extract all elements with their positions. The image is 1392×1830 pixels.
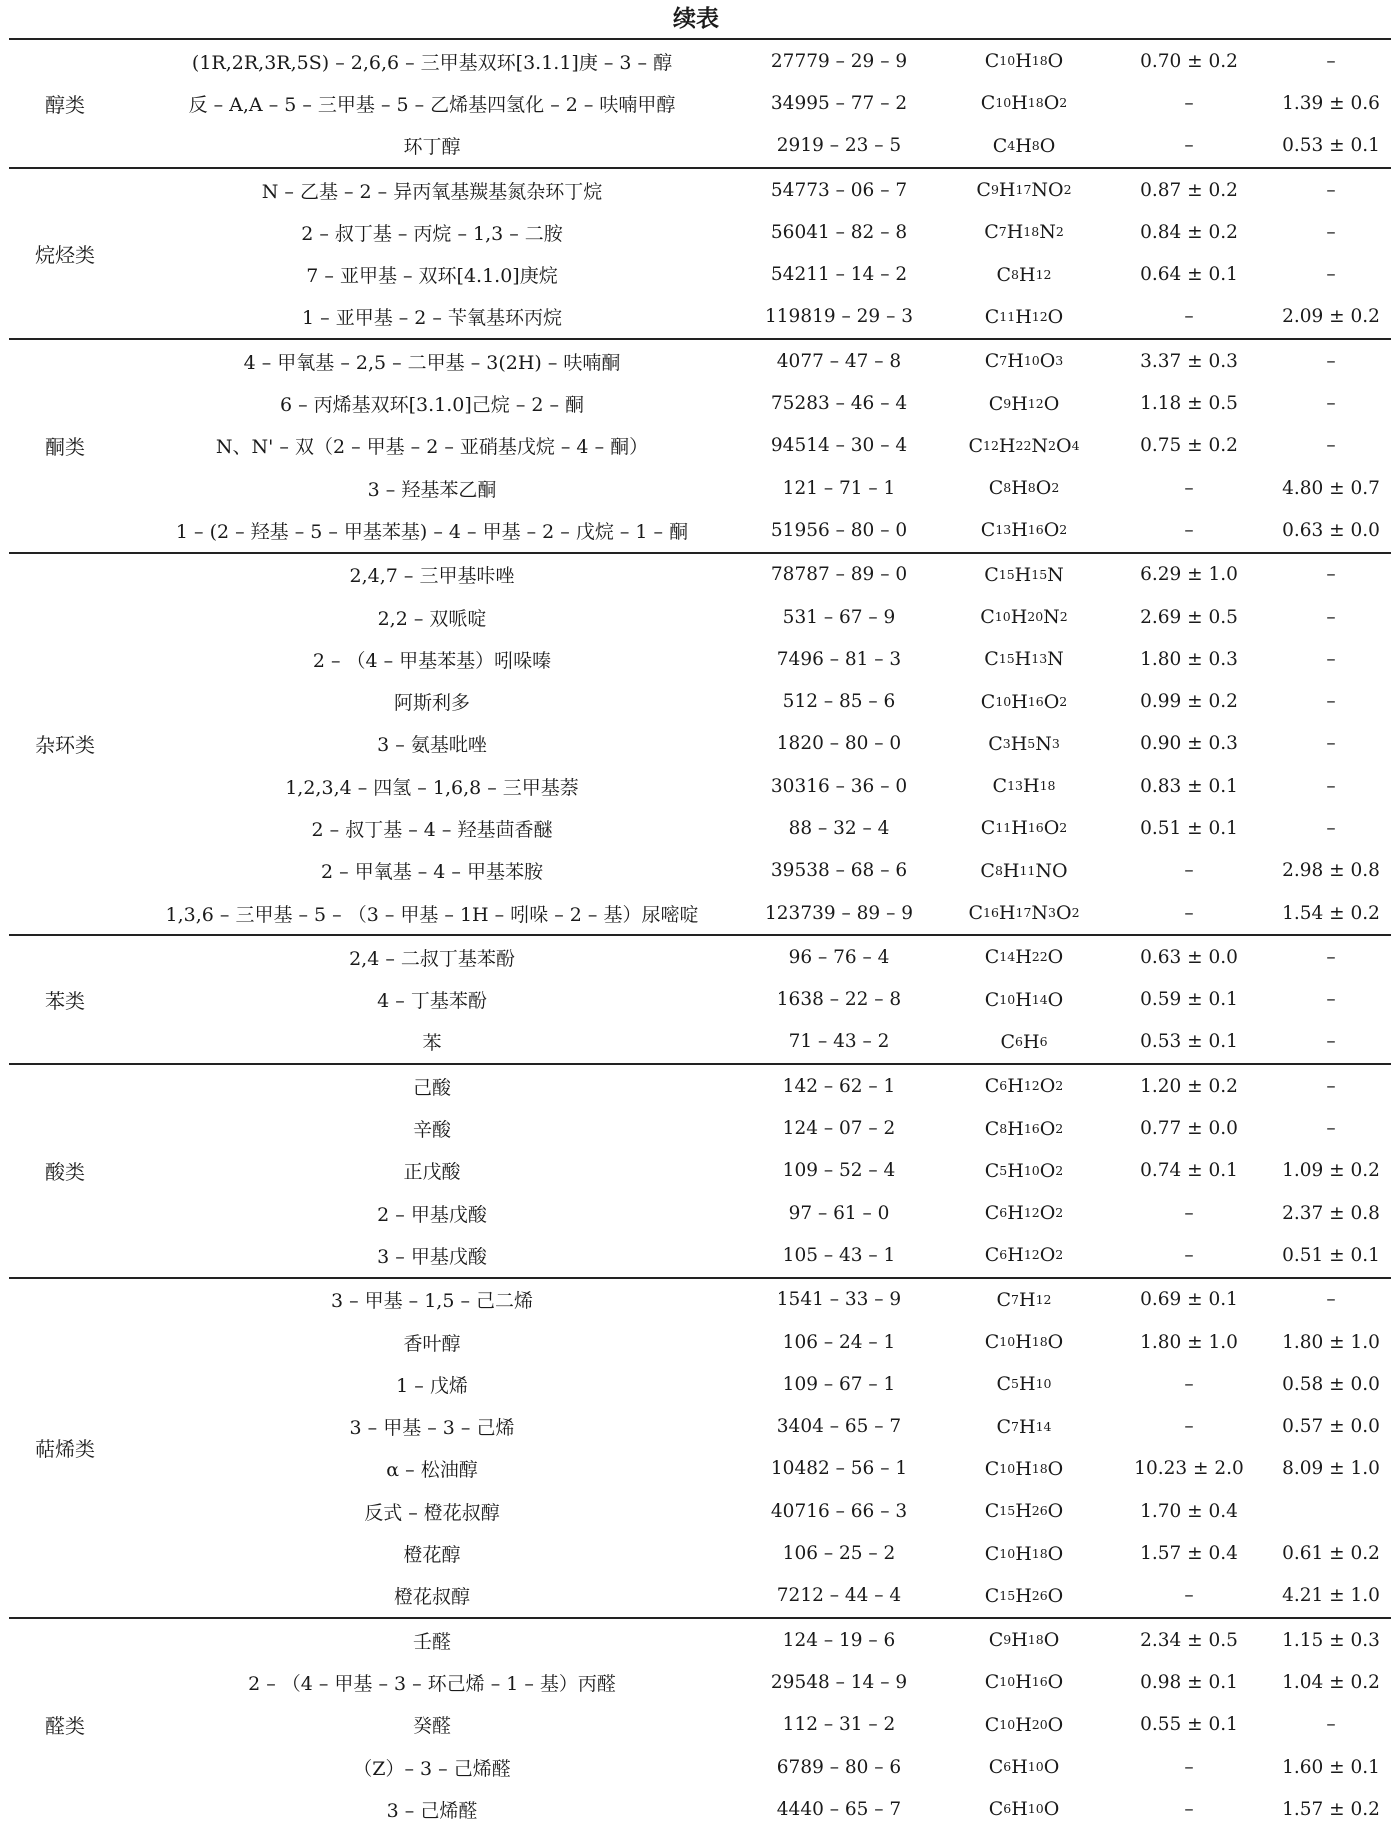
table-row (9, 82, 1391, 124)
category-label: 萜烯类 (35, 1437, 95, 1462)
compound-name: 3 – 甲基 – 1,5 – 己二烯 (330, 1290, 534, 1313)
compound-name: 正戊酸 (403, 1161, 461, 1184)
molecular-formula: C 3 H 5 N 3 (988, 732, 1060, 755)
value-2: – (1326, 264, 1336, 286)
molecular-formula: C 6 H 12 O 2 (984, 1244, 1064, 1267)
table-row (9, 1107, 1391, 1149)
cas-number: 54773 – 06 – 7 (770, 179, 908, 201)
compound-name: (1R,2R,3R,5S) – 2,6,6 – 三甲基双环[3.1.1]庚 – 3 – 醇 (191, 51, 673, 74)
table-row (9, 1704, 1391, 1746)
value-1: 0.90 ± 0.3 (1140, 733, 1238, 755)
molecular-formula: C 8 H 12 (996, 263, 1052, 286)
category-label: 醛类 (45, 1714, 85, 1739)
molecular-formula: C 5 H 10 (996, 1373, 1052, 1396)
table-row (9, 807, 1391, 849)
table-row (9, 1448, 1391, 1490)
compound-name: 反 – A,A – 5 – 三甲基 – 5 – 乙烯基四氢化 – 2 – 呋喃甲醇 (188, 93, 676, 116)
compound-name: N、N' – 双（2 – 甲基 – 2 – 亚硝基戊烷 – 4 – 酮） (215, 436, 649, 459)
value-2: – (1326, 691, 1336, 713)
compound-name: 1 – (2 – 羟基 – 5 – 甲基苯基) – 4 – 甲基 – 2 – 戊烷 – 1 – 酮 (175, 520, 689, 543)
cas-number: 1638 – 22 – 8 (776, 989, 902, 1011)
cas-number: 531 – 67 – 9 (782, 606, 896, 628)
value-2: – (1326, 817, 1336, 839)
cas-number: 94514 – 30 – 4 (770, 435, 908, 457)
value-2: 2.09 ± 0.2 (1282, 306, 1380, 328)
value-2: 0.58 ± 0.0 (1282, 1373, 1380, 1395)
value-1: 0.53 ± 0.1 (1140, 1031, 1238, 1053)
table-row (9, 638, 1391, 680)
compound-name: 1 – 亚甲基 – 2 – 苄氧基环丙烷 (302, 307, 562, 330)
cas-number: 7496 – 81 – 3 (776, 648, 902, 670)
compound-name: 3 – 己烯醛 (386, 1799, 478, 1822)
cas-number: 512 – 85 – 6 (782, 691, 896, 713)
cas-number: 29548 – 14 – 9 (770, 1671, 908, 1693)
table-row (9, 340, 1391, 382)
molecular-formula: C 11 H 12 O (984, 305, 1064, 328)
cas-number: 75283 – 46 – 4 (770, 393, 908, 415)
value-1: – (1184, 519, 1194, 541)
table-row (9, 850, 1391, 892)
table-row (9, 1575, 1391, 1617)
compound-name: 辛酸 (412, 1119, 451, 1142)
value-1: – (1184, 92, 1194, 114)
value-2: – (1326, 179, 1336, 201)
value-2: – (1326, 435, 1336, 457)
table-row (9, 1363, 1391, 1405)
value-1: 2.34 ± 0.5 (1140, 1629, 1238, 1651)
molecular-formula: C 16 H 17 N 3 O 2 (968, 902, 1080, 925)
compound-name: 2 – 甲基戊酸 (377, 1203, 487, 1226)
cas-number: 4440 – 65 – 7 (776, 1798, 902, 1820)
table-row (9, 1234, 1391, 1276)
cas-number: 4077 – 47 – 8 (776, 350, 902, 372)
compound-name: 阿斯利多 (393, 692, 470, 715)
value-1: – (1184, 477, 1194, 499)
value-2: 1.60 ± 0.1 (1282, 1756, 1380, 1778)
category-group (9, 1279, 1391, 1617)
table-row (9, 892, 1391, 934)
value-1: 0.55 ± 0.1 (1140, 1714, 1238, 1736)
table-row (9, 1192, 1391, 1234)
value-1: 0.84 ± 0.2 (1140, 221, 1238, 243)
category-label: 烷烃类 (35, 242, 95, 267)
cas-number: 112 – 31 – 2 (782, 1714, 896, 1736)
value-2: – (1326, 733, 1336, 755)
cas-number: 3404 – 65 – 7 (776, 1416, 902, 1438)
value-2: – (1326, 350, 1336, 372)
cas-number: 96 – 76 – 4 (788, 946, 890, 968)
compound-name: 2,4,7 – 三甲基咔唑 (349, 565, 515, 588)
compound-name: 1,2,3,4 – 四氢 – 1,6,8 – 三甲基萘 (285, 776, 579, 799)
molecular-formula: C 13 H 16 O 2 (980, 519, 1068, 542)
cas-number: 109 – 52 – 4 (782, 1160, 896, 1182)
compound-name: 3 – 甲基 – 3 – 己烯 (349, 1417, 515, 1440)
value-2: 0.51 ± 0.1 (1282, 1244, 1380, 1266)
cas-number: 106 – 24 – 1 (782, 1331, 896, 1353)
value-1: – (1184, 902, 1194, 924)
table-row (9, 40, 1391, 82)
value-2: 4.21 ± 1.0 (1282, 1585, 1380, 1607)
molecular-formula: C 7 H 18 N 2 (984, 221, 1064, 244)
category-label: 酮类 (45, 435, 85, 460)
value-1: – (1184, 306, 1194, 328)
compound-name: 橙花醇 (403, 1544, 461, 1567)
molecular-formula: C 11 H 16 O 2 (980, 817, 1068, 840)
value-1: – (1184, 860, 1194, 882)
cas-number: 7212 – 44 – 4 (776, 1585, 902, 1607)
cas-number: 97 – 61 – 0 (788, 1202, 890, 1224)
compound-name: 3 – 羟基苯乙酮 (367, 478, 497, 501)
value-1: 0.99 ± 0.2 (1140, 691, 1238, 713)
table-row (9, 1532, 1391, 1574)
molecular-formula: C 4 H 8 O (992, 134, 1056, 157)
table-row (9, 382, 1391, 424)
cas-number: 1541 – 33 – 9 (776, 1289, 902, 1311)
table-row (9, 509, 1391, 551)
compound-name: 环丁醇 (403, 136, 461, 159)
compound-name: 7 – 亚甲基 – 双环[4.1.0]庚烷 (306, 265, 558, 288)
cas-number: 27779 – 29 – 9 (770, 50, 908, 72)
value-1: 0.77 ± 0.0 (1140, 1118, 1238, 1140)
table-row (9, 1746, 1391, 1788)
table-row (9, 1279, 1391, 1321)
value-2: – (1326, 606, 1336, 628)
molecular-formula: C 8 H 16 O 2 (984, 1117, 1064, 1140)
compound-name: 橙花叔醇 (393, 1586, 470, 1609)
cas-number: 10482 – 56 – 1 (770, 1458, 908, 1480)
value-2: 1.57 ± 0.2 (1282, 1798, 1380, 1820)
compound-name: 2 – （4 – 甲基 – 3 – 环己烯 – 1 – 基）丙醛 (248, 1672, 616, 1695)
value-2: 2.37 ± 0.8 (1282, 1202, 1380, 1224)
cas-number: 6789 – 80 – 6 (776, 1756, 902, 1778)
category-group (9, 169, 1391, 338)
compound-name: 1,3,6 – 三甲基 – 5 – （3 – 甲基 – 1H – 吲哚 – 2 – 基）尿嘧啶 (165, 903, 699, 926)
value-1: – (1184, 1798, 1194, 1820)
molecular-formula: C 10 H 18 O (984, 1331, 1064, 1354)
compound-name: 2,2 – 双哌啶 (377, 607, 487, 630)
molecular-formula: C 8 H 11 NO (980, 859, 1068, 882)
value-2: 2.98 ± 0.8 (1282, 860, 1380, 882)
cas-number: 106 – 25 – 2 (782, 1543, 896, 1565)
molecular-formula: C 15 H 15 N (984, 563, 1064, 586)
value-2: 1.15 ± 0.3 (1282, 1629, 1380, 1651)
value-1: – (1184, 1373, 1194, 1395)
table-row (9, 1788, 1391, 1830)
value-2: 1.09 ± 0.2 (1282, 1160, 1380, 1182)
cas-number: 51956 – 80 – 0 (770, 519, 908, 541)
molecular-formula: C 8 H 8 O 2 (988, 477, 1060, 500)
table-row (9, 554, 1391, 596)
value-1: 1.57 ± 0.4 (1140, 1543, 1238, 1565)
value-2: – (1326, 50, 1336, 72)
value-2: 1.39 ± 0.6 (1282, 92, 1380, 114)
value-1: 0.64 ± 0.1 (1140, 264, 1238, 286)
value-1: 6.29 ± 1.0 (1140, 564, 1238, 586)
category-group (9, 340, 1391, 551)
table-row (9, 125, 1391, 167)
compound-name: 癸醛 (412, 1715, 451, 1738)
value-1: 0.69 ± 0.1 (1140, 1289, 1238, 1311)
compound-name: N – 乙基 – 2 – 异丙氧基羰基氮杂环丁烷 (261, 180, 603, 203)
value-2: – (1326, 1714, 1336, 1736)
table-row (9, 723, 1391, 765)
cas-number: 34995 – 77 – 2 (770, 92, 908, 114)
molecular-formula: C 5 H 10 O 2 (984, 1159, 1064, 1182)
category-group (9, 554, 1391, 935)
value-2: 0.53 ± 0.1 (1282, 135, 1380, 157)
cas-number: 121 – 71 – 1 (782, 477, 896, 499)
molecular-formula: C 10 H 18 O (984, 50, 1064, 73)
compound-table (9, 38, 1391, 1830)
value-1: 0.70 ± 0.2 (1140, 50, 1238, 72)
compound-name: 2 – 叔丁基 – 丙烷 – 1,3 – 二胺 (301, 222, 563, 245)
value-1: – (1184, 135, 1194, 157)
value-1: – (1184, 1416, 1194, 1438)
value-1: 1.20 ± 0.2 (1140, 1075, 1238, 1097)
compound-name: 4 – 甲氧基 – 2,5 – 二甲基 – 3(2H) – 呋喃酮 (243, 351, 621, 374)
value-1: – (1184, 1585, 1194, 1607)
page-title: 续表 (673, 6, 719, 32)
value-2: 8.09 ± 1.0 (1282, 1458, 1380, 1480)
molecular-formula: C 10 H 14 O (984, 988, 1064, 1011)
value-2: 1.04 ± 0.2 (1282, 1671, 1380, 1693)
compound-name: 2 – 甲氧基 – 4 – 甲基苯胺 (321, 861, 543, 884)
cas-number: 30316 – 36 – 0 (770, 775, 908, 797)
molecular-formula: C 6 H 10 O (988, 1798, 1060, 1821)
value-1: – (1184, 1244, 1194, 1266)
value-2: – (1326, 1075, 1336, 1097)
value-1: 2.69 ± 0.5 (1140, 606, 1238, 628)
value-2: 1.54 ± 0.2 (1282, 902, 1380, 924)
table-row (9, 467, 1391, 509)
molecular-formula: C 13 H 18 (992, 775, 1056, 798)
table-row (9, 253, 1391, 295)
value-1: 0.51 ± 0.1 (1140, 817, 1238, 839)
value-1: 0.59 ± 0.1 (1140, 989, 1238, 1011)
cas-number: 124 – 07 – 2 (782, 1118, 896, 1140)
category-label: 苯类 (45, 989, 85, 1014)
value-2: 0.57 ± 0.0 (1282, 1416, 1380, 1438)
compound-name: 苯 (422, 1032, 442, 1055)
value-2: – (1326, 989, 1336, 1011)
table-row (9, 211, 1391, 253)
value-2: – (1326, 393, 1336, 415)
cas-number: 142 – 62 – 1 (782, 1075, 896, 1097)
molecular-formula: C 15 H 26 O (984, 1500, 1064, 1523)
value-2: – (1326, 1118, 1336, 1140)
value-1: 1.18 ± 0.5 (1140, 393, 1238, 415)
table-row (9, 1619, 1391, 1661)
molecular-formula: C 10 H 16 O (984, 1671, 1064, 1694)
value-1: 0.83 ± 0.1 (1140, 775, 1238, 797)
value-1: 0.87 ± 0.2 (1140, 179, 1238, 201)
cas-number: 123739 – 89 – 9 (765, 902, 913, 924)
value-2: – (1326, 221, 1336, 243)
molecular-formula: C 7 H 10 O 3 (984, 350, 1064, 373)
compound-name: 2 – 叔丁基 – 4 – 羟基茴香醚 (311, 818, 553, 841)
table-row (9, 936, 1391, 978)
molecular-formula: C 7 H 14 (996, 1415, 1052, 1438)
value-2: – (1326, 1289, 1336, 1311)
category-label: 酸类 (45, 1160, 85, 1185)
molecular-formula: C 9 H 18 O (988, 1629, 1060, 1652)
value-1: 0.98 ± 0.1 (1140, 1671, 1238, 1693)
molecular-formula: C 7 H 12 (996, 1288, 1052, 1311)
cas-number: 109 – 67 – 1 (782, 1373, 896, 1395)
compound-name: 3 – 氨基吡唑 (377, 734, 487, 757)
molecular-formula: C 12 H 22 N 2 O 4 (968, 434, 1080, 457)
molecular-formula: C 10 H 18 O (984, 1457, 1064, 1480)
cas-number: 39538 – 68 – 6 (770, 860, 908, 882)
table-row (9, 680, 1391, 722)
cas-number: 54211 – 14 – 2 (770, 264, 908, 286)
value-2: – (1326, 775, 1336, 797)
category-group (9, 1619, 1391, 1830)
table-row (9, 1150, 1391, 1192)
molecular-formula: C 10 H 18 O 2 (980, 92, 1068, 115)
table-row (9, 1406, 1391, 1448)
value-2: 0.63 ± 0.0 (1282, 519, 1380, 541)
value-1: – (1184, 1202, 1194, 1224)
cas-number: 71 – 43 – 2 (788, 1031, 890, 1053)
molecular-formula: C 10 H 18 O (984, 1542, 1064, 1565)
cas-number: 88 – 32 – 4 (788, 817, 890, 839)
cas-number: 119819 – 29 – 3 (765, 306, 913, 328)
molecular-formula: C 9 H 12 O (988, 392, 1060, 415)
molecular-formula: C 10 H 16 O 2 (980, 690, 1068, 713)
compound-name: 2 – （4 – 甲基苯基）吲哚嗪 (312, 649, 552, 672)
category-group (9, 1065, 1391, 1276)
compound-name: α – 松油醇 (386, 1459, 478, 1482)
molecular-formula: C 10 H 20 N 2 (980, 606, 1068, 628)
table-row (9, 1321, 1391, 1363)
value-2: – (1326, 1031, 1336, 1053)
value-2: – (1326, 564, 1336, 586)
molecular-formula: C 6 H 12 O 2 (984, 1202, 1064, 1225)
value-2: – (1326, 648, 1336, 670)
cas-number: 40716 – 66 – 3 (770, 1500, 908, 1522)
molecular-formula: C 15 H 26 O (984, 1584, 1064, 1607)
table-row (9, 979, 1391, 1021)
value-2: 1.80 ± 1.0 (1282, 1331, 1380, 1353)
category-group (9, 40, 1391, 167)
value-1: 1.80 ± 0.3 (1140, 648, 1238, 670)
molecular-formula: C 6 H 12 O 2 (984, 1075, 1064, 1098)
molecular-formula: C 15 H 13 N (984, 648, 1064, 671)
table-row (9, 1065, 1391, 1107)
value-2: 0.61 ± 0.2 (1282, 1543, 1380, 1565)
molecular-formula: C 14 H 22 O (984, 946, 1064, 969)
molecular-formula: C 9 H 17 NO 2 (976, 179, 1072, 202)
cas-number: 56041 – 82 – 8 (770, 221, 908, 243)
compound-name: 6 – 丙烯基双环[3.1.0]己烷 – 2 – 酮 (279, 394, 585, 417)
value-2: – (1326, 946, 1336, 968)
table-row (9, 596, 1391, 638)
table-row (9, 1021, 1391, 1063)
value-2 (1271, 1490, 1391, 1532)
compound-name: （Z）– 3 – 己烯醛 (353, 1757, 511, 1780)
category-group (9, 936, 1391, 1063)
value-1: – (1184, 1756, 1194, 1778)
table-row (9, 169, 1391, 211)
category-label: 杂环类 (35, 733, 95, 758)
cas-number: 124 – 19 – 6 (782, 1629, 896, 1651)
molecular-formula: C 6 H 10 O (988, 1756, 1060, 1779)
compound-name: 反式 – 橙花叔醇 (364, 1501, 500, 1524)
cas-number: 78787 – 89 – 0 (770, 564, 908, 586)
table-row (9, 296, 1391, 338)
table-row (9, 765, 1391, 807)
value-1: 0.75 ± 0.2 (1140, 435, 1238, 457)
compound-name: 1 – 戊烯 (396, 1374, 468, 1397)
cas-number: 2919 – 23 – 5 (776, 135, 902, 157)
molecular-formula: C 10 H 20 O (984, 1713, 1064, 1736)
value-1: 1.80 ± 1.0 (1140, 1331, 1238, 1353)
table-row (9, 425, 1391, 467)
compound-name: 己酸 (412, 1076, 451, 1099)
compound-name: 香叶醇 (403, 1332, 461, 1355)
cas-number: 105 – 43 – 1 (782, 1244, 896, 1266)
value-2: 4.80 ± 0.7 (1282, 477, 1380, 499)
cas-number: 1820 – 80 – 0 (776, 733, 902, 755)
compound-name: 2,4 – 二叔丁基苯酚 (349, 947, 515, 970)
value-1: 0.63 ± 0.0 (1140, 946, 1238, 968)
table-row (9, 1490, 1391, 1532)
value-1: 1.70 ± 0.4 (1140, 1500, 1238, 1522)
value-1: 0.74 ± 0.1 (1140, 1160, 1238, 1182)
compound-name: 壬醛 (412, 1630, 451, 1653)
molecular-formula: C 6 H 6 (1000, 1030, 1048, 1053)
category-label: 醇类 (45, 92, 85, 117)
value-1: 3.37 ± 0.3 (1140, 350, 1238, 372)
value-1: 10.23 ± 2.0 (1134, 1458, 1244, 1480)
table-row (9, 1661, 1391, 1703)
compound-name: 3 – 甲基戊酸 (377, 1245, 487, 1268)
compound-name: 4 – 丁基苯酚 (377, 990, 487, 1013)
